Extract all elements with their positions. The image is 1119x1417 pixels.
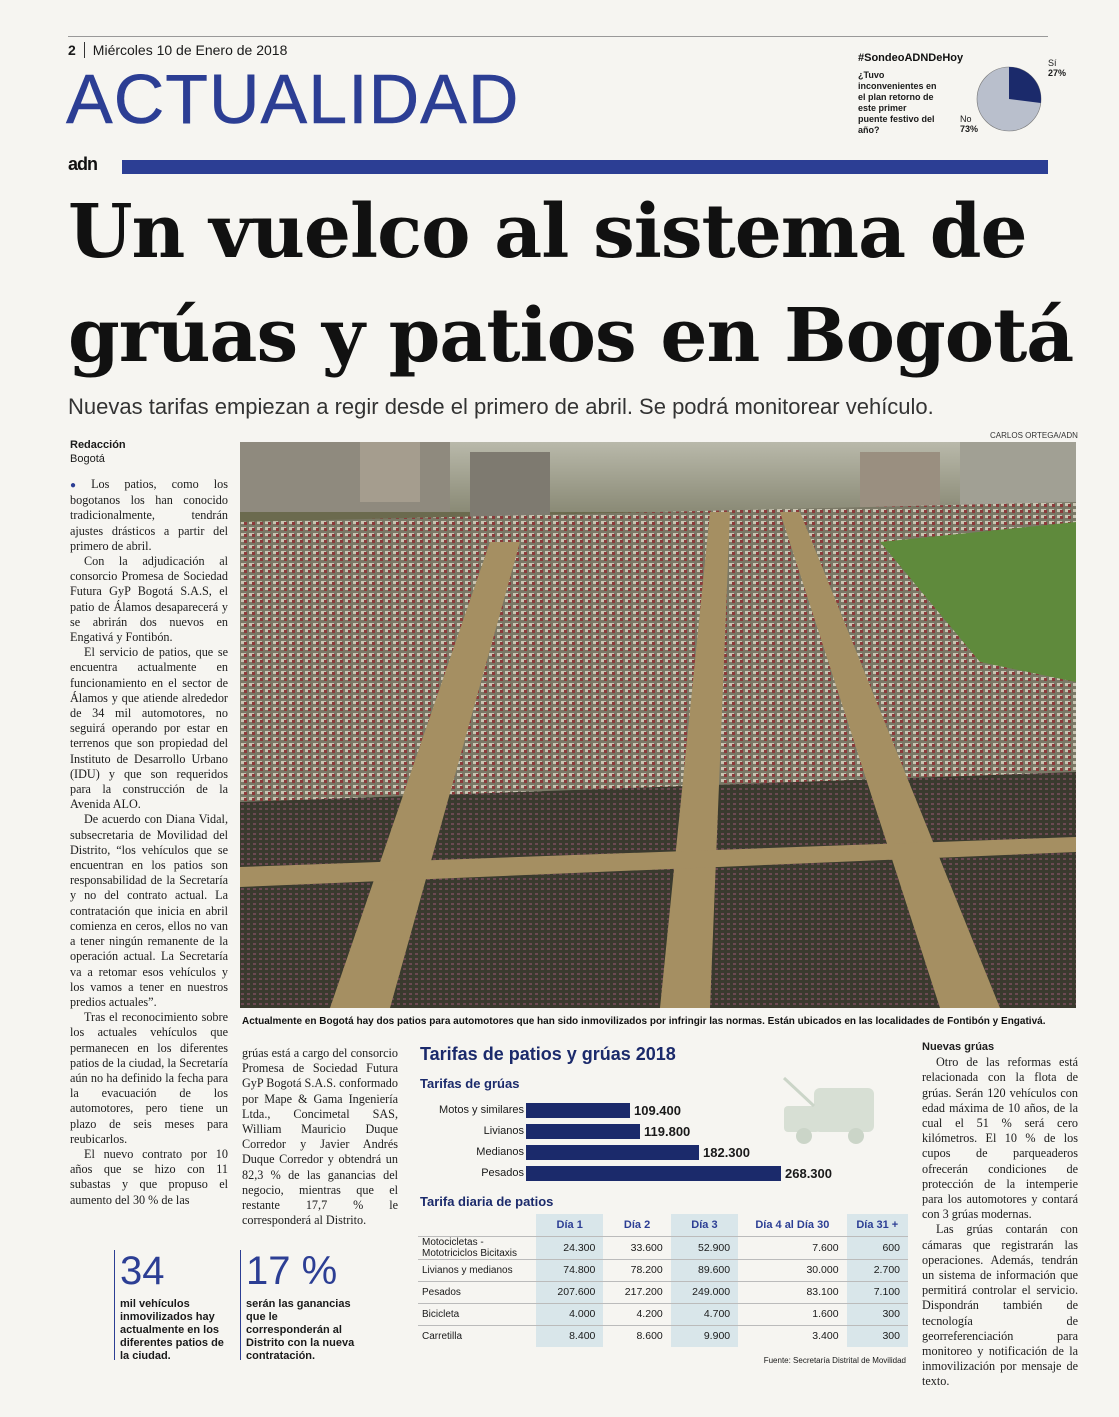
poll-yes-label: Sí: [1048, 58, 1057, 68]
infographic-title: Tarifas de patios y grúas 2018: [420, 1044, 676, 1064]
body-paragraph: De acuerdo con Diana Vidal, subsecretaria de Movilidad del Distrito, “los vehículos que se encuentran en los patios son responsabilidad de la Secretaría y no del contrato actual. La contratación que inicia en abril comienza en ceros, ellos no van a tener ningún remanente de la operación actual. La Secretaría va a retomar esos vehículos y los vamos a tener en nuestros predios actuales”.: [70, 812, 228, 1009]
stat-callout: [240, 1250, 358, 1363]
table-cell: 2.700: [847, 1259, 908, 1281]
table-row: [418, 1303, 908, 1325]
deck: Nuevas tarifas empiezan a regir desde el primero de abril. Se podrá monitorear vehículo.: [68, 394, 934, 419]
stat-text: serán las ganancias que le corresponderán al Distrito con la nueva contratación.: [246, 1298, 355, 1362]
table-cell: 217.200: [603, 1281, 670, 1303]
table-row: [418, 1236, 908, 1259]
body-paragraph: Las grúas contarán con cámaras que registrarán las operaciones. Además, tendrán un sistema de información que permitirá controlar el servicio. Dispondrán también de tecnología de georreferenciación para monitoreo y notificación de la inmovilización por mensaje de texto.: [922, 1222, 1078, 1389]
patios-table: [418, 1214, 908, 1347]
stat-number: 34: [120, 1249, 165, 1293]
bar-label: Motos y similares: [439, 1104, 524, 1116]
table-cell: 89.600: [671, 1259, 738, 1281]
poll-box: [858, 52, 1068, 135]
table-row: [418, 1281, 908, 1303]
table-cell: 249.000: [671, 1281, 738, 1303]
poll-no-legend: [960, 114, 978, 134]
headline: Un vuelco al sistema de grúas y patios en Bogotá: [68, 189, 1074, 379]
adn-logo: adn: [68, 154, 103, 175]
poll-yes-legend: [1048, 58, 1066, 78]
table-cell: 83.100: [738, 1281, 846, 1303]
table-cell: 8.400: [536, 1325, 603, 1347]
table-cell: 1.600: [738, 1303, 846, 1325]
photo-credit: CARLOS ORTEGA/ADN: [990, 431, 1078, 440]
stat-rule: [240, 1250, 241, 1360]
table-cell: Pesados: [418, 1281, 536, 1303]
table-header-cell: Día 1: [536, 1214, 603, 1236]
table-cell: 4.700: [671, 1303, 738, 1325]
folio: [68, 42, 287, 58]
poll-slice-yes: [1009, 67, 1041, 103]
table-cell: 4.200: [603, 1303, 670, 1325]
table-header-cell: Día 3: [671, 1214, 738, 1236]
bar-row: [414, 1166, 910, 1182]
patios-title: Tarifa diaria de patios: [420, 1194, 554, 1209]
body-paragraph: grúas está a cargo del consorcio Promesa de Sociedad Futura GyP Bogotá S.A.S. conformado por Mape & Gama Ingeniería Ltda., Concimetal SAS, William Mauricio Duque Corredor y Javier Andrés Duque Corredor y obtendrá un 82,3 % de las ganancias del negocio, mientras que el restante 17,7 % le corresponderá al Distrito.: [242, 1046, 398, 1228]
bar-row: [414, 1124, 910, 1140]
table-header-cell: [418, 1214, 536, 1236]
table-cell: 7.100: [847, 1281, 908, 1303]
aerial-photo: [240, 442, 1076, 1008]
photo-illustration: [240, 442, 1076, 1008]
page-number: 2: [68, 42, 76, 58]
table-cell: 7.600: [738, 1236, 846, 1259]
poll-no-label: No: [960, 114, 972, 124]
table-cell: Livianos y medianos: [418, 1259, 536, 1281]
table-cell: Carretilla: [418, 1325, 536, 1347]
table-cell: Motocicletas - Mototriciclos Bicitaxis: [418, 1236, 536, 1259]
body-column-1: [70, 477, 228, 1208]
body-paragraph: Otro de las reformas está relacionada con la flota de grúas. Serán 120 vehículos con edad máxima de 10 años, de la cual el 51 % será cero kilómetros. El 10 % de los cupos de parqueaderos ofrecerán condiciones de protección de la intemperie para los automotores y contará con 3 grúas modernas.: [922, 1055, 1078, 1222]
issue-date: Miércoles 10 de Enero de 2018: [84, 42, 288, 58]
byline-author: Redacción: [70, 439, 126, 451]
bar: [526, 1145, 699, 1160]
table-cell: 8.600: [603, 1325, 670, 1347]
table-cell: 30.000: [738, 1259, 846, 1281]
stat-callout: [114, 1250, 224, 1363]
table-cell: 52.900: [671, 1236, 738, 1259]
bar-value: 268.300: [785, 1166, 832, 1181]
stat-number: 17 %: [246, 1249, 338, 1293]
bar-label: Medianos: [476, 1146, 524, 1158]
table-cell: 78.200: [603, 1259, 670, 1281]
bullet-icon: ●: [70, 480, 89, 491]
poll-hashtag: #SondeoADNDeHoy: [858, 52, 964, 64]
table-cell: 300: [847, 1303, 908, 1325]
body-column-3: [922, 1040, 1078, 1390]
infographic-source: Fuente: Secretaría Distrital de Movilidad: [763, 1356, 906, 1365]
subhead: Nuevas grúas: [922, 1041, 995, 1053]
table-cell: 600: [847, 1236, 908, 1259]
brand-stripe: [122, 160, 1048, 174]
byline: [70, 438, 126, 466]
bar: [526, 1166, 781, 1181]
table-header-cell: Día 31 +: [847, 1214, 908, 1236]
poll-yes-value: 27%: [1048, 68, 1067, 78]
bar-value: 182.300: [703, 1145, 750, 1160]
gruas-title: Tarifas de grúas: [420, 1076, 520, 1091]
photo-caption: Actualmente en Bogotá hay dos patios para automotores que han sido inmovilizados por infringir las normas. Están ubicados en las localidades de Fontibón y Engativá.: [242, 1016, 1046, 1027]
poll-no-value: 73%: [960, 124, 979, 134]
poll-pie-chart: [976, 66, 1042, 132]
bar-label: Livianos: [483, 1125, 524, 1137]
bar: [526, 1124, 640, 1139]
bar-value: 109.400: [634, 1103, 681, 1118]
top-rule: [68, 36, 1048, 37]
byline-place: Bogotá: [70, 453, 105, 465]
poll-question: ¿Tuvo inconvenientes en el plan retorno de este primer puente festivo del año?: [858, 70, 937, 135]
section-title: ACTUALIDAD: [66, 60, 520, 138]
body-paragraph: [70, 477, 228, 554]
bar-row: [414, 1103, 910, 1119]
body-paragraph: El servicio de patios, que se encuentra actualmente en funcionamiento en el sector de Álamos y que atiende alrededor de 34 mil automotores, no seguirá operando por estar en terrenos que son propiedad del Instituto de Desarrollo Urbano (IDU) y que son requeridos para la construcción de la Avenida ALO.: [70, 645, 228, 812]
table-row: [418, 1325, 908, 1347]
table-header-cell: Día 2: [623, 1218, 651, 1231]
bar-label: Pesados: [481, 1167, 524, 1179]
table-header-cell: Día 4 al Día 30: [755, 1218, 830, 1231]
table-cell: 3.400: [738, 1325, 846, 1347]
table-cell: 207.600: [536, 1281, 603, 1303]
body-paragraph-text: Los patios, como los bogotanos los han conocido tradicionalmente, tendrán ajustes drásticos a partir del primero de abril.: [70, 477, 228, 553]
bar-value: 119.800: [644, 1124, 691, 1139]
table-cell: 9.900: [671, 1325, 738, 1347]
table-cell: 4.000: [536, 1303, 603, 1325]
body-paragraph: Tras el reconocimiento sobre los actuales vehículos que permanecen en los diferentes patios de la ciudad, la Secretaría aún no ha definido la fecha para la evacuación de los automotores, pero tiene un plazo de seis meses para reubicarlos.: [70, 1010, 228, 1146]
table-header-row: [418, 1214, 908, 1236]
body-paragraph: El nuevo contrato por 10 años que se hizo con 11 subastas y que propuso el aumento del 30 % de las: [70, 1146, 228, 1207]
body-paragraph: Con la adjudicación al consorcio Promesa de Sociedad Futura GyP Bogotá S.A.S, el patio de Álamos desaparecerá y se abrirán dos nuevos en Engativá y Fontibón.: [70, 554, 228, 645]
table-cell: 33.600: [603, 1236, 670, 1259]
stat-rule: [114, 1250, 115, 1360]
table-cell: 24.300: [536, 1236, 603, 1259]
stat-text: mil vehículos inmovilizados hay actualmente en los diferentes patios de la ciudad.: [120, 1298, 224, 1362]
table-cell: 74.800: [536, 1259, 603, 1281]
tariff-infographic: [414, 1040, 910, 1372]
table-cell: Bicicleta: [418, 1303, 536, 1325]
table-cell: 300: [847, 1325, 908, 1347]
body-column-2: [242, 1046, 398, 1228]
bar: [526, 1103, 630, 1118]
bar-row: [414, 1145, 910, 1161]
table-row: [418, 1259, 908, 1281]
